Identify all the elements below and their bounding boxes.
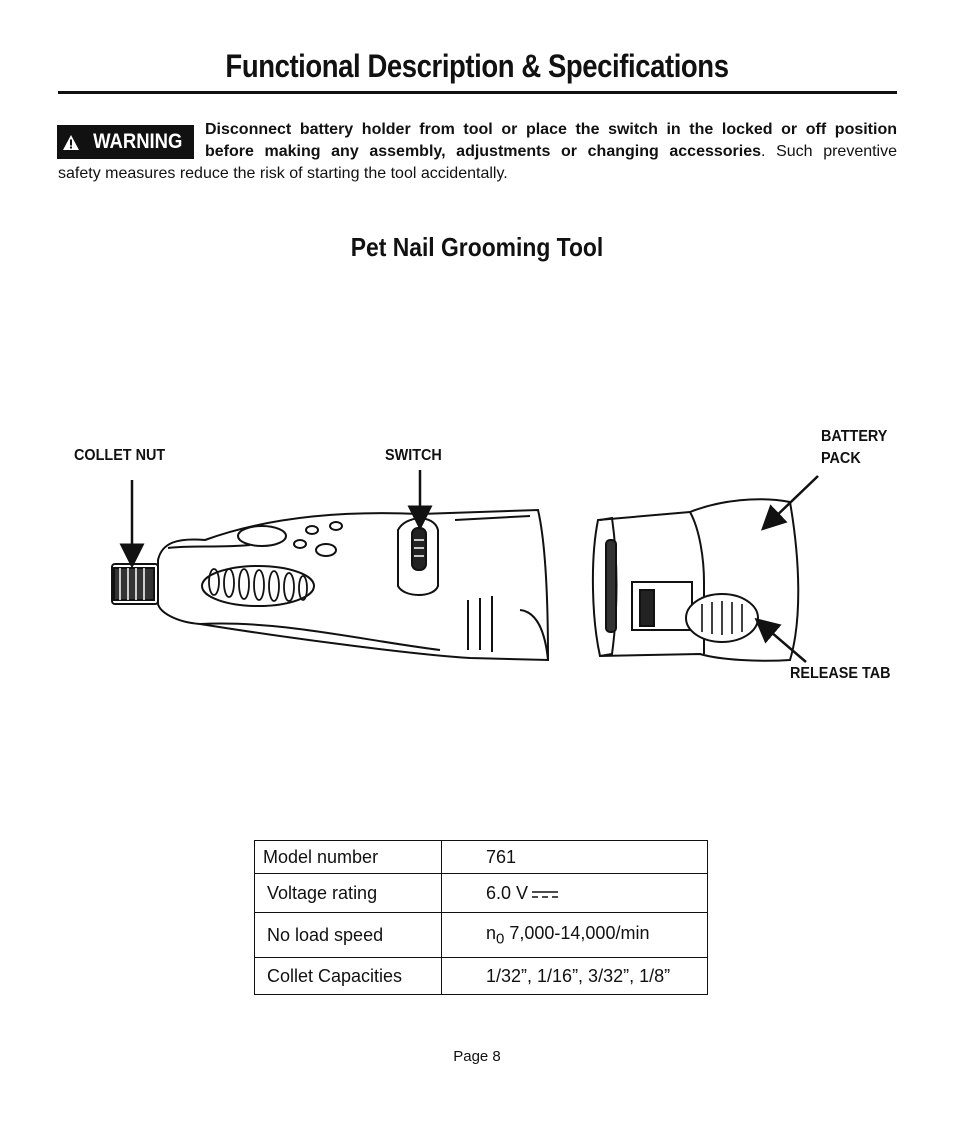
table-row	[255, 958, 708, 995]
warning-label: WARNING	[92, 130, 183, 153]
warning-text-line-3: safety measures reduce the risk of starting the tool accidentally.	[58, 165, 508, 182]
spec-value-text: 7,000-14,000/min	[504, 922, 650, 943]
callout-battery-line-2: PACK	[821, 450, 861, 467]
callout-switch: SWITCH	[385, 447, 442, 464]
table-row	[255, 841, 708, 874]
spec-value: 1/32”, 1/16”, 3/32”, 1/8”	[442, 958, 708, 995]
spec-label	[255, 958, 442, 995]
spec-label-text: No load speed	[267, 924, 384, 945]
page-number: Page 8	[453, 1048, 501, 1065]
table-row	[255, 874, 708, 913]
callout-collet-nut: COLLET NUT	[74, 447, 166, 464]
speed-symbol: n	[486, 922, 497, 943]
spec-value: 761	[442, 841, 708, 874]
spec-value	[442, 874, 708, 913]
spec-label	[255, 913, 442, 958]
speed-symbol-sub: 0	[496, 930, 505, 948]
arrow-battery-pack	[770, 476, 818, 522]
tool-body-drawing	[112, 510, 548, 660]
warning-text-line-1: Disconnect battery holder from tool or place the switch in the locked or off position	[205, 121, 897, 138]
warning-text-regular: . Such preventive	[761, 143, 898, 160]
spec-label-text: Voltage rating	[267, 882, 378, 903]
spec-value	[442, 913, 708, 958]
page-title: Functional Description & Specifications	[225, 48, 729, 84]
spec-label: Model number	[255, 841, 442, 874]
warning-text-bold: before making any assembly, adjustments or changing accessories	[205, 143, 762, 160]
spec-label	[255, 874, 442, 913]
spec-label-text: Collet Capacities	[267, 965, 403, 986]
spec-value-text: 6.0 V	[486, 882, 529, 903]
callout-release-tab: RELEASE TAB	[790, 665, 891, 682]
section-title: Pet Nail Grooming Tool	[350, 232, 604, 262]
dc-current-icon	[532, 889, 558, 899]
battery-pack-drawing	[593, 499, 798, 661]
table-row	[255, 913, 708, 958]
specifications-table	[254, 840, 708, 995]
callout-battery-line-1: BATTERY	[821, 428, 888, 445]
